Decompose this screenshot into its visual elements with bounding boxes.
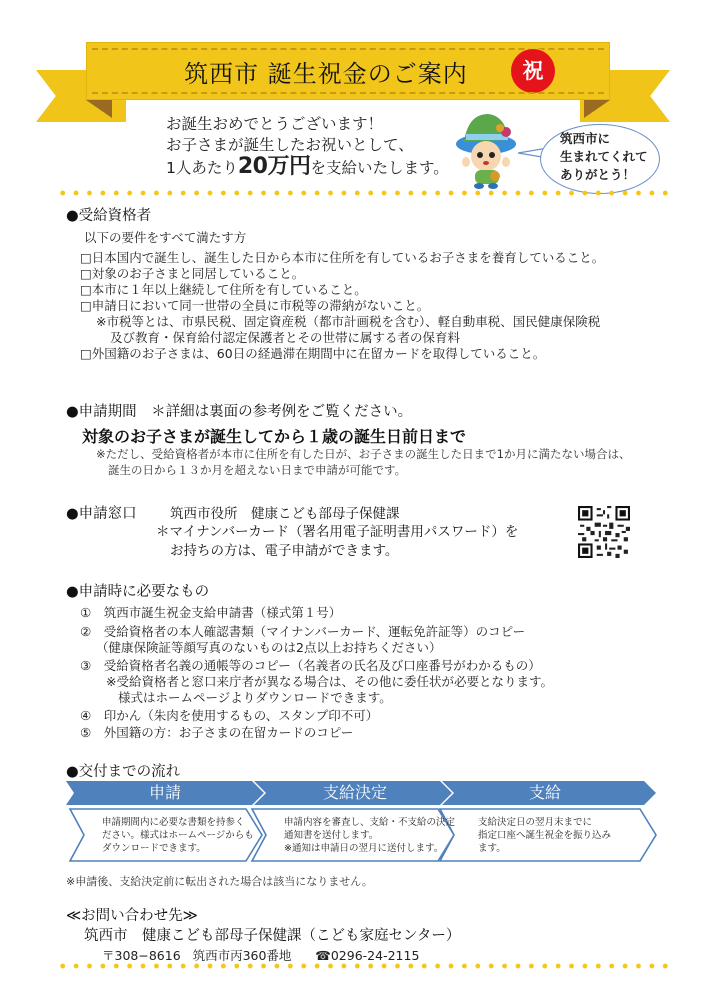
speech-bubble-text xyxy=(560,130,648,184)
required-heading: ●申請時に必要なもの xyxy=(66,584,210,600)
required-item: ④ 印かん（朱肉を使用するもの、スタンプ印不可） xyxy=(80,708,379,723)
intro-message xyxy=(166,114,449,179)
flow-step-title: 支給決定 xyxy=(322,783,387,802)
flow-heading: ●交付までの流れ xyxy=(66,764,181,780)
flow-step-desc-line: 申請内容を審査し、支給・不支給の決定 xyxy=(284,817,456,828)
celebration-badge-icon: 祝 xyxy=(513,51,553,91)
eligibility-foreign: □外国籍のお子さまは、60日の経過滞在期間中に在留カードを取得していること。 xyxy=(80,346,546,361)
flow-step-desc xyxy=(284,816,455,855)
intro-suffix: を支給いたします。 xyxy=(310,159,449,177)
period-main: 対象のお子さまが誕生してから１歳の誕生日前日まで xyxy=(82,427,467,446)
required-item-note: ※受給資格者と窓口来庁者が異なる場合は、その他に委任状が必要となります。 xyxy=(106,674,553,689)
eligibility-heading: ●受給資格者 xyxy=(66,208,152,224)
flow-step-desc xyxy=(102,816,254,855)
intro-line-2: お子さまが誕生したお祝いとして、 xyxy=(166,136,414,154)
required-item-note-cont: 様式はホームページよりダウンロードできます。 xyxy=(118,690,392,705)
contact-address-line xyxy=(102,946,419,964)
intro-line-3 xyxy=(166,156,449,179)
window-heading: ●申請窓口 xyxy=(66,506,137,522)
flow-step-desc xyxy=(478,816,611,855)
eligibility-item: □本市に１年以上継続して住所を有していること。 xyxy=(80,282,367,297)
eligibility-tax-note-cont: 及び教育・保育給付認定保護者とその世帯に属する者の保育料 xyxy=(110,330,461,345)
required-item: ⑤ 外国籍の方：お子さまの在留カードのコピー xyxy=(80,725,354,740)
period-note-cont: 誕生の日から１３か月を超えない日まで申請が可能です。 xyxy=(108,463,407,477)
eligibility-lead: 以下の要件をすべて満たす方 xyxy=(84,230,247,245)
flow-step-desc-line: ます。 xyxy=(478,843,506,854)
required-item: ① 筑西市誕生祝金支給申請書（様式第１号） xyxy=(80,605,342,620)
eligibility-item: □対象のお子さまと同居していること。 xyxy=(80,266,305,281)
intro-prefix: 1人あたり xyxy=(166,159,238,177)
bubble-line-3: ありがとう！ xyxy=(560,167,636,182)
flow-step-desc-line: 指定口座へ誕生祝金を振り込み xyxy=(478,830,612,841)
bubble-line-1: 筑西市に xyxy=(560,131,611,146)
dotted-divider-bottom xyxy=(56,963,676,969)
online-application-note: ＊マイナンバーカード（署名用電子証明書用パスワード）を xyxy=(156,524,519,540)
required-item-sub: （健康保険証等顔写真のないものは2点以上お持ちください） xyxy=(96,640,442,655)
contact-department: 筑西市 健康こども部母子保健課（こども家庭センター） xyxy=(84,928,461,944)
online-application-note-cont: お持ちの方は、電子申請ができます。 xyxy=(170,543,399,559)
required-item: ③ 受給資格者名義の通帳等のコピー（名義者の氏名及び口座番号がわかるもの） xyxy=(80,658,541,673)
window-office: 筑西市役所 健康こども部母子保健課 xyxy=(170,506,400,522)
dotted-divider-top xyxy=(56,190,676,196)
contact-heading: ≪お問い合わせ先≫ xyxy=(66,908,198,924)
intro-line-1: お誕生おめでとうございます！ xyxy=(166,115,384,133)
flow-step-title: 支給 xyxy=(528,783,561,802)
flow-step-desc-line: ※通知は申請日の翌月に送付します。 xyxy=(284,843,444,854)
period-note: ※ただし、受給資格者が本市に住所を有した日が、お子さまの誕生した日まで1か月に満たない場合は、 xyxy=(96,447,631,461)
bubble-line-2: 生まれてくれて xyxy=(560,149,648,164)
amount: 20万円 xyxy=(237,154,311,179)
flow-step-desc-line: 申請期間内に必要な書類を持参く xyxy=(102,817,245,828)
period-heading: ●申請期間 ＊詳細は裏面の参考例をご覧ください。 xyxy=(66,404,413,420)
address: 筑西市丙360番地 xyxy=(192,948,292,963)
required-item: ② 受給資格者の本人確認書類（マイナンバーカード、運転免許証等）のコピー xyxy=(80,624,526,639)
flow-step-desc-line: ダウンロードできます。 xyxy=(102,843,206,854)
qr-code-icon[interactable] xyxy=(578,506,630,558)
title-banner xyxy=(86,42,610,100)
phone-number[interactable]: 0296-24-2115 xyxy=(330,948,420,963)
phone-icon: ☎ xyxy=(315,948,331,963)
flow-step-desc-line: 通知書を送付します。 xyxy=(284,830,379,841)
flow-step-desc-line: ださい。様式はホームページからも xyxy=(102,830,254,841)
flow-step-desc-line: 支給決定日の翌月末までに xyxy=(478,817,593,828)
eligibility-item: □日本国内で誕生し、誕生した日から本市に住所を有しているお子さまを養育していること。 xyxy=(80,250,605,265)
mascot-character-icon xyxy=(448,110,526,190)
eligibility-item: □申請日において同一世帯の全員に市税等の滞納がないこと。 xyxy=(80,298,430,313)
page-title: 筑西市 誕生祝金のご案内 xyxy=(184,60,468,88)
postal-code: 〒308−8616 xyxy=(102,948,181,963)
flow-note: ※申請後、支給決定前に転出された場合は該当になりません。 xyxy=(66,875,373,888)
eligibility-tax-note: ※市税等とは、市県民税、固定資産税（都市計画税を含む）、軽自動車税、国民健康保険税 xyxy=(96,314,601,329)
flow-step-title: 申請 xyxy=(148,783,181,802)
